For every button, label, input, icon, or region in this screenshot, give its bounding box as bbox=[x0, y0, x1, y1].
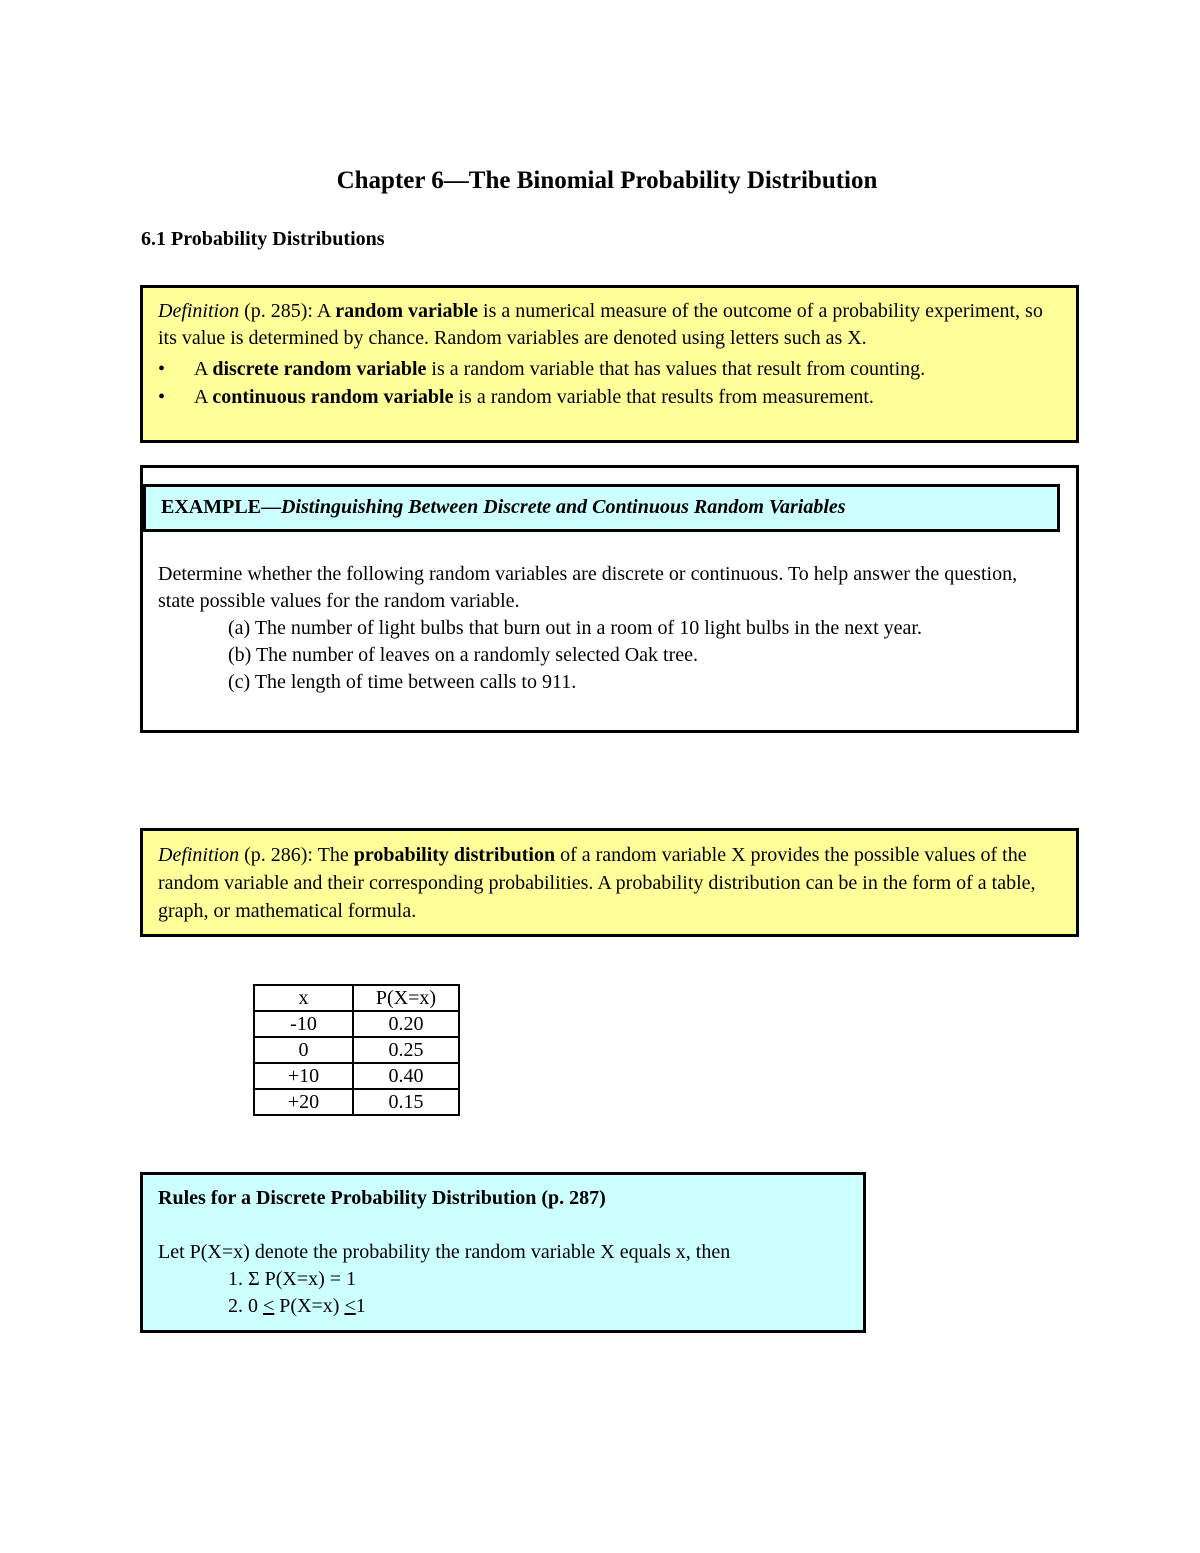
table-cell: 0 bbox=[254, 1037, 353, 1063]
bullet-text: is a random variable that has values that result from counting. bbox=[426, 358, 926, 380]
less-equal-symbol: < bbox=[263, 1295, 275, 1317]
bullet-term: discrete random variable bbox=[212, 358, 427, 380]
table-cell: 0.25 bbox=[353, 1037, 459, 1063]
table-row bbox=[254, 1063, 459, 1089]
page-title: Chapter 6—The Binomial Probability Distribution bbox=[336, 167, 878, 194]
table-row bbox=[254, 1037, 459, 1063]
bullet-icon: • bbox=[158, 358, 166, 380]
definition-bullet-list bbox=[158, 355, 1062, 411]
rules-box bbox=[140, 1172, 866, 1333]
example-box bbox=[140, 465, 1079, 733]
table-header-p: P(X=x) bbox=[353, 985, 459, 1011]
probability-table bbox=[253, 984, 460, 1116]
example-header bbox=[143, 484, 1060, 532]
rule-2-end: 1 bbox=[355, 1295, 366, 1317]
definition-probability-distribution-box bbox=[140, 828, 1079, 937]
example-intro: Determine whether the following random variables are discrete or continuous. To help answer the question, state possible values for the random variable. bbox=[158, 563, 1018, 612]
bullet-continuous bbox=[158, 383, 1062, 411]
rules-title: Rules for a Discrete Probability Distribution (p. 287) bbox=[158, 1187, 606, 1209]
less-equal-symbol: < bbox=[344, 1295, 356, 1317]
bullet-text: is a random variable that results from measurement. bbox=[453, 386, 874, 408]
rule-2 bbox=[158, 1293, 863, 1320]
example-item-b: (b) The number of leaves on a randomly selected Oak tree. bbox=[228, 644, 698, 666]
definition-term: random variable bbox=[335, 300, 479, 322]
definition-paragraph bbox=[158, 298, 1062, 352]
definition-ref: (p. 285): A bbox=[239, 300, 336, 322]
table-cell: 0.20 bbox=[353, 1011, 459, 1037]
definition-label: Definition bbox=[158, 300, 240, 322]
bullet-discrete bbox=[158, 355, 1062, 383]
rule-2-start: 2. 0 bbox=[228, 1295, 263, 1317]
definition-text: of a random variable X provides the possible values of the random variable and their corresponding probabilities. A probability distribution can be in the form of a table, graph, or mathematical formula. bbox=[158, 844, 1036, 922]
definition-label: Definition bbox=[158, 844, 240, 866]
example-prefix: EXAMPLE— bbox=[161, 496, 281, 518]
definition-text: is a numerical measure of the outcome of a probability experiment, so its value is determined by chance. Random variables are denoted using letters such as X. bbox=[158, 300, 1043, 349]
bullet-term: continuous random variable bbox=[212, 386, 454, 408]
table-row bbox=[254, 1089, 459, 1115]
rule-1: 1. Σ P(X=x) = 1 bbox=[228, 1268, 357, 1290]
section-heading: 6.1 Probability Distributions bbox=[141, 228, 385, 250]
bullet-icon: • bbox=[158, 386, 166, 408]
rules-intro: Let P(X=x) denote the probability the random variable X equals x, then bbox=[158, 1241, 731, 1263]
rule-2-mid: P(X=x) bbox=[274, 1295, 345, 1317]
table-row bbox=[254, 1011, 459, 1037]
table-cell: +10 bbox=[254, 1063, 353, 1089]
table-cell: 0.15 bbox=[353, 1089, 459, 1115]
table-header-row bbox=[254, 985, 459, 1011]
definition-ref: (p. 286): The bbox=[239, 844, 354, 866]
example-item-c: (c) The length of time between calls to 911. bbox=[228, 671, 577, 693]
table-cell: -10 bbox=[254, 1011, 353, 1037]
bullet-prefix: A bbox=[194, 358, 213, 380]
example-title: Distinguishing Between Discrete and Continuous Random Variables bbox=[281, 496, 846, 518]
example-item-a: (a) The number of light bulbs that burn out in a room of 10 light bulbs in the next year. bbox=[228, 617, 922, 639]
example-body bbox=[158, 561, 1058, 696]
bullet-prefix: A bbox=[194, 386, 213, 408]
definition-random-variable-box bbox=[140, 285, 1079, 443]
table-cell: +20 bbox=[254, 1089, 353, 1115]
table-header-x: x bbox=[254, 985, 353, 1011]
definition-term: probability distribution bbox=[353, 844, 556, 866]
table-cell: 0.40 bbox=[353, 1063, 459, 1089]
